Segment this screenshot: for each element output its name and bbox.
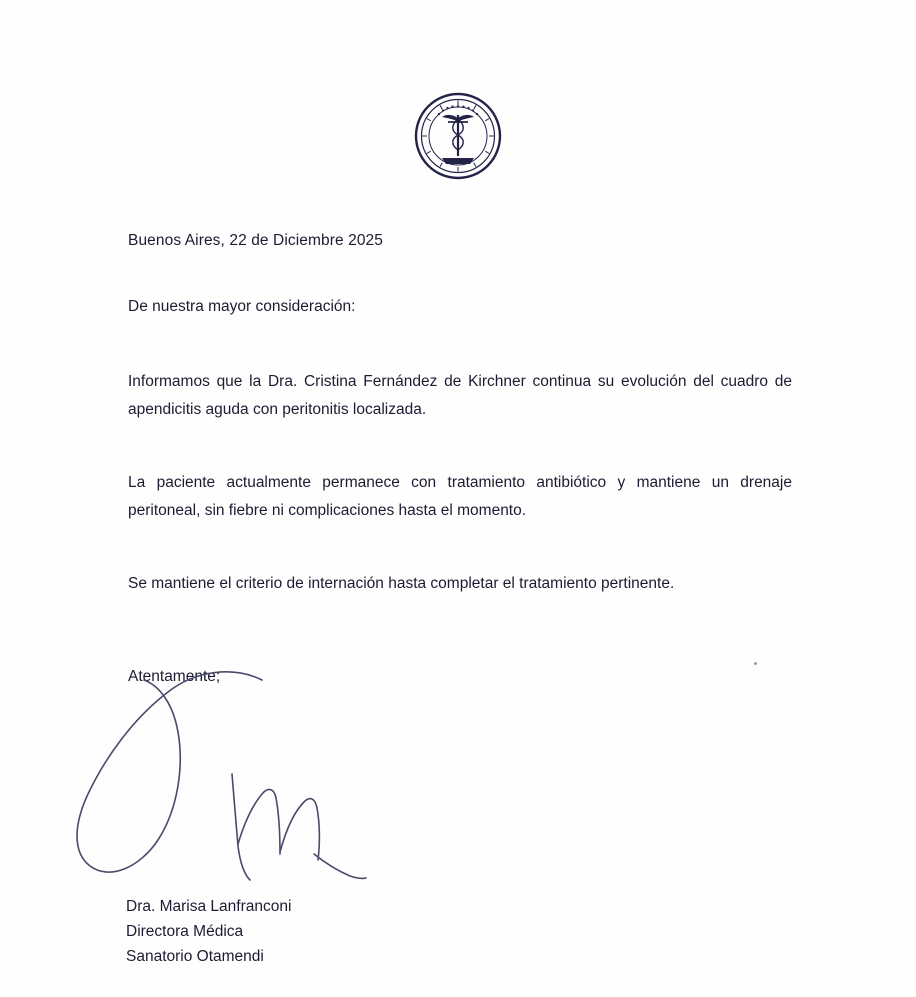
- letter-body: [128, 232, 792, 598]
- stray-ink-dot: [754, 662, 757, 665]
- salutation: De nuestra mayor consideración:: [128, 298, 356, 315]
- medical-caduceus-seal-icon: [410, 88, 506, 184]
- signer-title: Directora Médica: [126, 923, 244, 941]
- signature-block: [126, 894, 291, 969]
- paragraph-1: Informamos que la Dra. Cristina Fernández de Kirchner continua su evolución del cuadro de apendicitis aguda con peritonitis localizada.: [128, 373, 792, 418]
- date-line: Buenos Aires, 22 de Diciembre 2025: [128, 232, 383, 249]
- closing-line: Atentamente;: [128, 668, 221, 685]
- signer-name: Dra. Marisa Lanfranconi: [126, 898, 292, 915]
- letterhead: [0, 88, 916, 184]
- paragraph-2: La paciente actualmente permanece con tratamiento antibiótico y mantiene un drenaje peritoneal, sin fiebre ni complicaciones hasta el momento.: [128, 474, 792, 519]
- paragraph-3: Se mantiene el criterio de internación hasta completar el tratamiento pertinente.: [128, 575, 675, 593]
- sanatorio-otamendi-seal-logo: [410, 88, 506, 184]
- handwritten-signature: [56, 648, 386, 908]
- signer-institution: Sanatorio Otamendi: [126, 948, 264, 966]
